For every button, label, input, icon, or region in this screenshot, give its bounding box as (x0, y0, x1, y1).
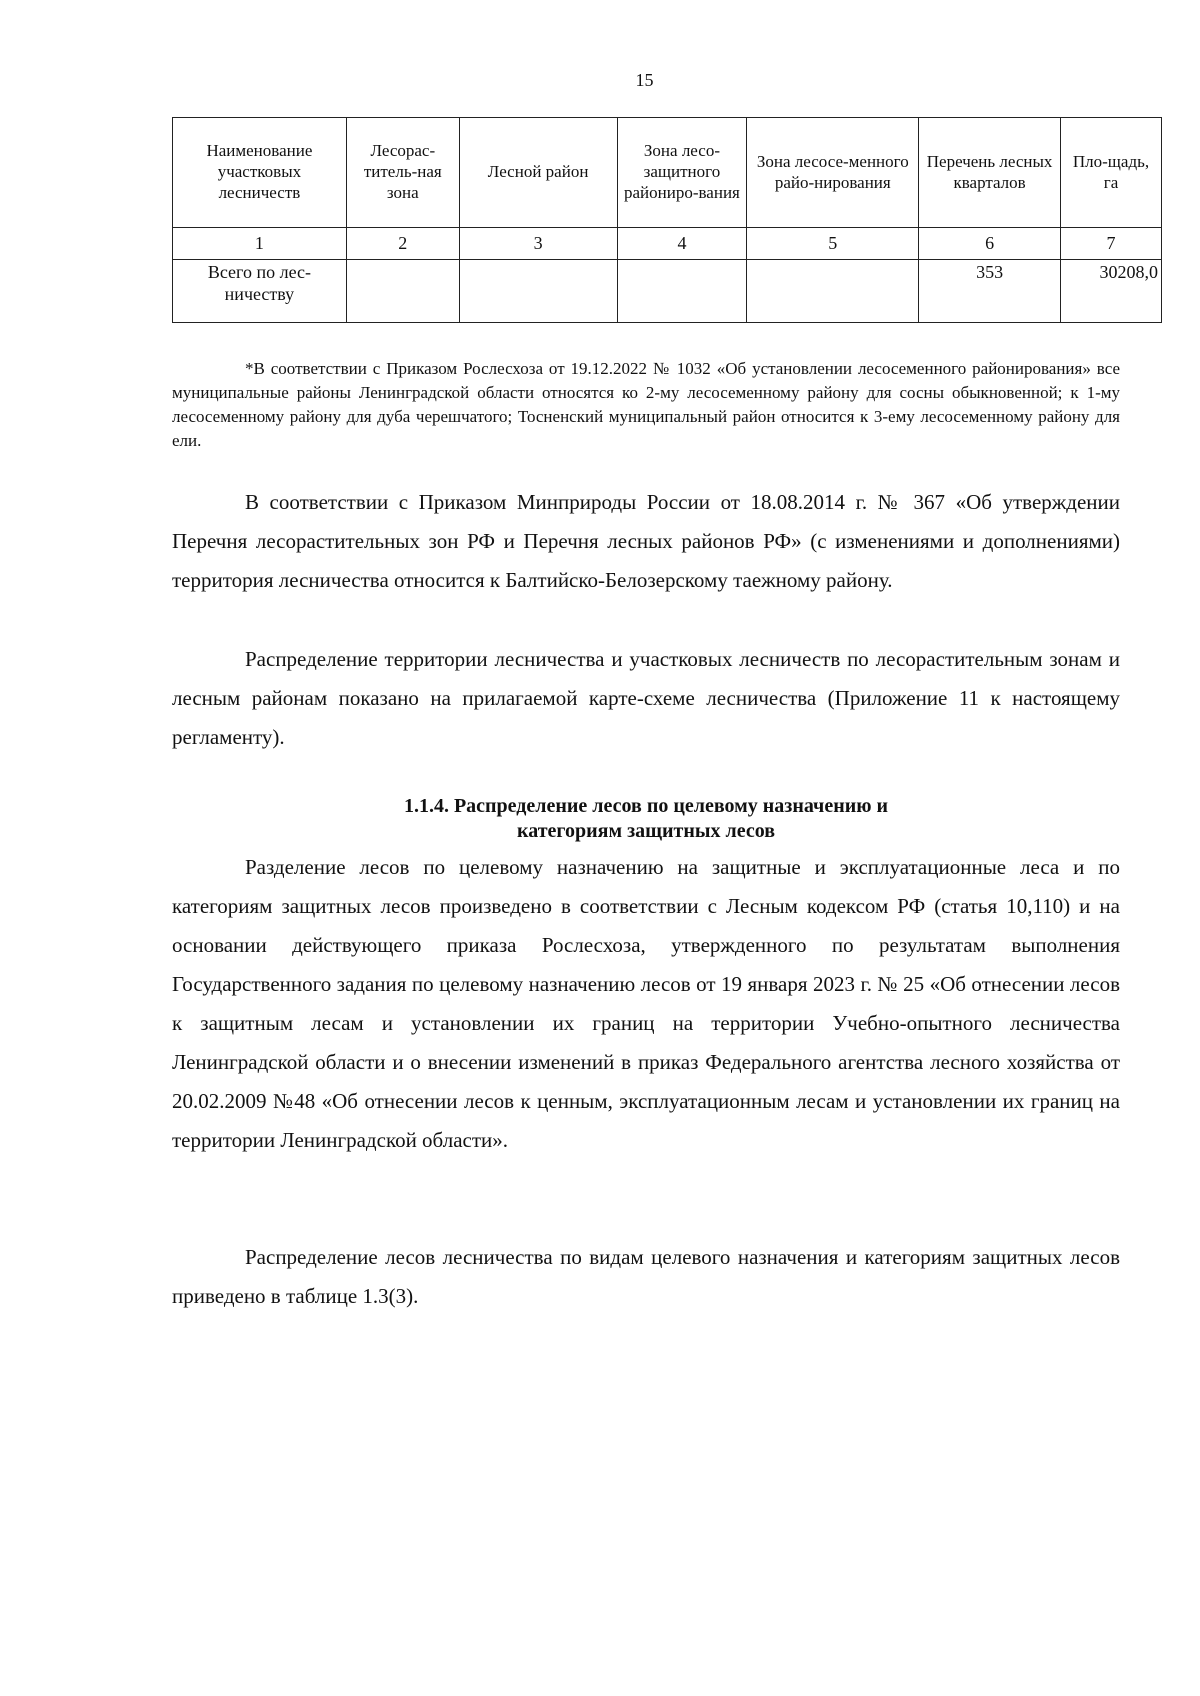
column-number-cell: 6 (919, 228, 1061, 260)
area-total-cell: 30208,0 (1061, 260, 1162, 323)
paragraph-forest-purpose: Разделение лесов по целевому назначению на защитные и эксплуатационные леса и по категориям защитных лесов произведено в соответствии с Лесным кодексом РФ (статья 10,110) и на основании действующего приказа Рослесхоза, утвержденного по результатам выполнения Государственного задания по целевому назначению лесов от 19 января 2023 г. № 25 «Об отнесении лесов к защитным лесам и установлении их границ на территории Учебно-опытного лесничества Ленинградской области и о внесении изменений в приказ Федерального агентства лесного хозяйства от 20.02.2009 №48 «Об отнесении лесов к ценным, эксплуатационным лесам и установлении их границ на территории Ленинградской области». (172, 855, 1120, 1152)
table-cell (617, 260, 747, 323)
header-cell: Наименование участковых лесничеств (173, 118, 347, 228)
header-cell: Зона лесосе-менного райо-нирования (747, 118, 919, 228)
paragraph-distribution-map: Распределение территории лесничества и участковых лесничеств по лесорастительным зонам и лесным районам показано на прилагаемой карте-схеме лесничества (Приложение 11 к настоящему регламенту). (172, 647, 1120, 749)
table-cell (747, 260, 919, 323)
paragraph-forest-zones: В соответствии с Приказом Минприроды России от 18.08.2014 г. № 367 «Об утверждении Перечня лесорастительных зон РФ и Перечня лесных районов РФ» (с изменениями и дополнениями) территория лесничества относится к Балтийско-Белозерскому таежному району. (172, 490, 1120, 592)
header-cell: Лесорас-титель-ная зона (346, 118, 459, 228)
header-cell: Лесной район (459, 118, 617, 228)
header-cell: Зона лесо-защитного райониро-вания (617, 118, 747, 228)
quarters-total-cell: 353 (919, 260, 1061, 323)
column-number-cell: 3 (459, 228, 617, 260)
header-cell: Пло-щадь, га (1061, 118, 1162, 228)
footnote (172, 357, 1120, 453)
page-number: 15 (635, 70, 654, 90)
column-number-cell: 4 (617, 228, 747, 260)
column-number-cell: 7 (1061, 228, 1162, 260)
forest-zones-table (172, 117, 1162, 323)
column-number-cell: 1 (173, 228, 347, 260)
section-heading-line: 1.1.4. Распределение лесов по целевому назначению и (403, 795, 889, 817)
table-header-row (173, 118, 1162, 228)
paragraph-table-reference: Распределение лесов лесничества по видам целевого назначения и категориям защитных лесов приведено в таблице 1.3(3). (172, 1245, 1120, 1308)
column-number-row (173, 228, 1162, 260)
header-cell: Перечень лесных кварталов (919, 118, 1061, 228)
section-heading-line: категориям защитных лесов (516, 820, 775, 842)
table-cell (459, 260, 617, 323)
footnote-text: *В соответствии с Приказом Рослесхоза от 19.12.2022 № 1032 «Об установлении лесосеменного районирования» все муниципальные районы Ленинградской области относятся ко 2-му лесосеменному району для сосны обыкновенной; к 1-му лесосеменному району для дуба черешчатого; Тосненский муниципальный район относится к 3-ему лесосеменному району для ели. (172, 359, 1120, 450)
table-cell (346, 260, 459, 323)
table-row (173, 260, 1162, 323)
column-number-cell: 5 (747, 228, 919, 260)
section-heading (172, 794, 1120, 844)
column-number-cell: 2 (346, 228, 459, 260)
total-label-cell: Всего по лес-ничеству (173, 260, 347, 323)
